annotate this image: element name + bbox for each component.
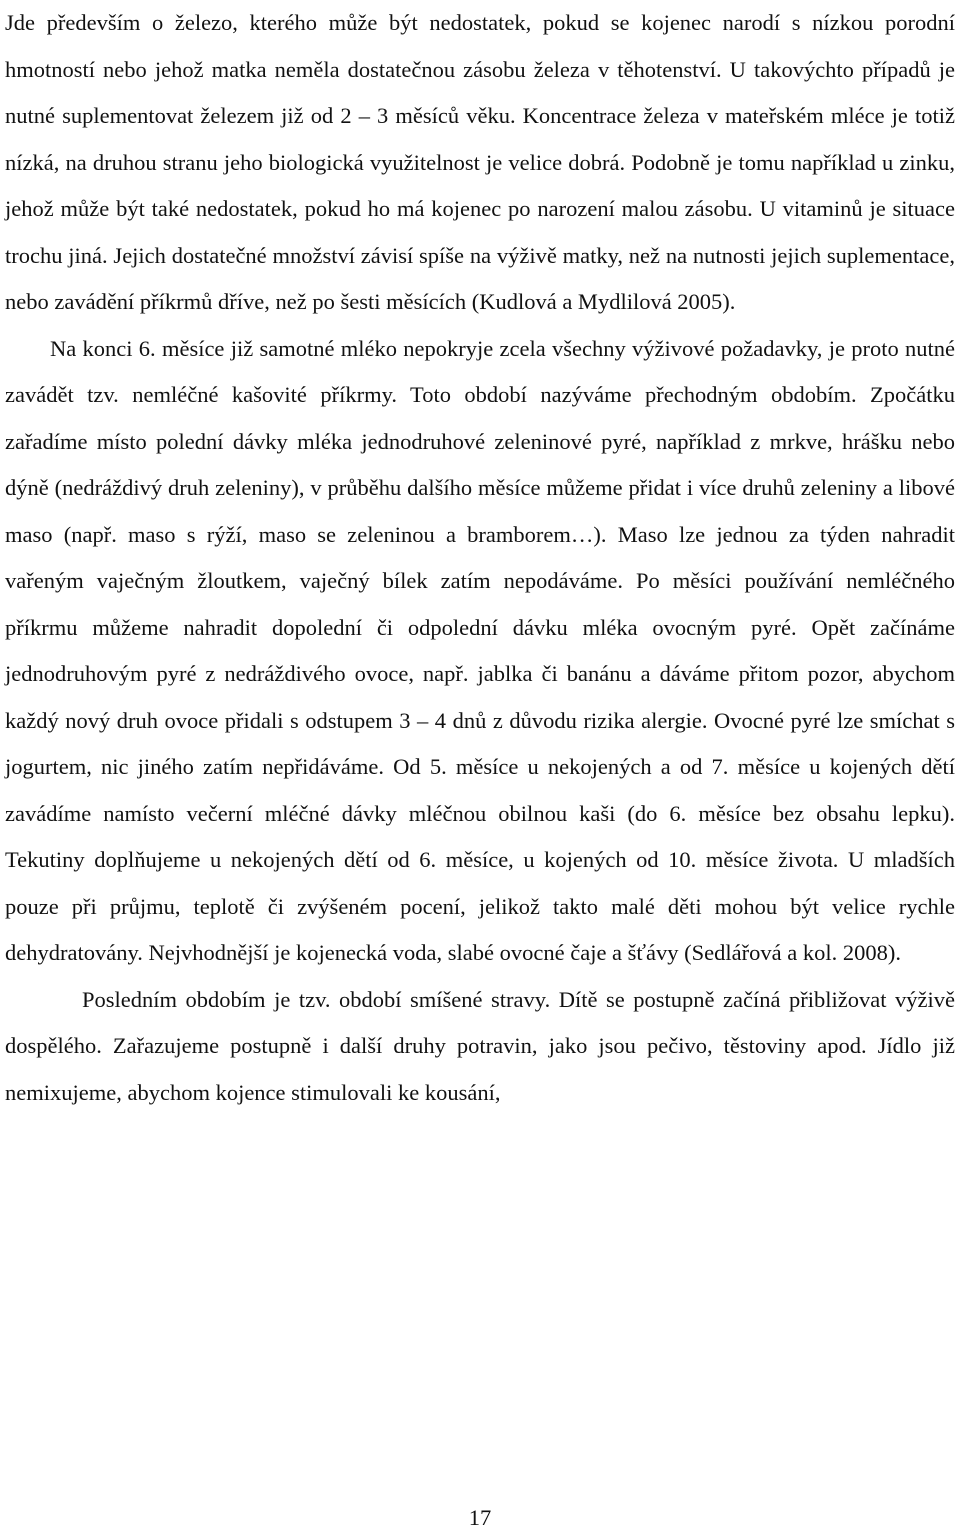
paragraph-iron-nutrients: Jde především o železo, kterého může být nedostatek, pokud se kojenec narodí s nízkou porodní hmotností nebo jehož matka neměla dostatečnou zásobu železa v těhotenství. U takovýchto případů je nutné suplementovat železem již od 2 – 3 měsíců věku. Koncentrace železa v mateřském mléce je totiž nízká, na druhou stranu jeho biologická využitelnost je velice dobrá. Podobně je tomu například u zinku, jehož může být také nedostatek, pokud ho má kojenec po narození malou zásobu. U vitaminů je situace trochu jiná. Jejich dostatečné množství závisí spíše na výživě matky, než na nutnosti jejich suplementace, nebo zavádění příkrmů dříve, než po šesti měsících (Kudlová a Mydlilová 2005). — [5, 10, 955, 314]
page-number: 17 — [468, 1505, 492, 1530]
paragraph-mixed-diet-period: Posledním obdobím je tzv. období smíšené stravy. Dítě se postupně začíná přibližovat výživě dospělého. Zařazujeme postupně i další druhy potravin, jako jsou pečivo, těstoviny apod. Jídlo již nemixujeme, abychom kojence stimulovali ke kousání, — [5, 986, 955, 1105]
body-text — [5, 0, 955, 1116]
paragraph-transition-period: Na konci 6. měsíce již samotné mléko nepokryje zcela všechny výživové požadavky, je proto nutné zavádět tzv. nemléčné kašovité příkrmy. Toto období nazýváme přechodným obdobím. Zpočátku zařadíme místo polední dávky mléka jednodruhové zeleninové pyré, například z mrkve, hrášku nebo dýně (nedráždivý druh zeleniny), v průběhu dalšího měsíce můžeme přidat i více druhů zeleniny a libové maso (např. maso s rýží, maso se zeleninou a bramborem…). Maso lze jednou za týden nahradit vařeným vaječným žloutkem, vaječný bílek zatím nepodáváme. Po měsíci používání nemléčného příkrmu můžeme nahradit dopolední či odpolední dávku mléka ovocným pyré. Opět začínáme jednodruhovým pyré z nedráždivého ovoce, např. jablka či banánu a dáváme přitom pozor, abychom každý nový druh ovoce přidali s odstupem 3 – 4 dnů z důvodu rizika alergie. Ovocné pyré lze smíchat s jogurtem, nic jiného zatím nepřidáváme. Od 5. měsíce u nekojených a od 7. měsíce u kojených dětí zavádíme namísto večerní mléčné dávky mléčnou obilnou kaši (do 6. měsíce bez obsahu lepku). Tekutiny doplňujeme u nekojených dětí od 6. měsíce, u kojených od 10. měsíce života. U mladších pouze při průjmu, teplotě či zvýšeném pocení, jelikož takto malé děti mohou být velice rychle dehydratovány. Nejvhodnější je kojenecká voda, slabé ovocné čaje a šťávy (Sedlářová a kol. 2008). — [5, 335, 955, 965]
